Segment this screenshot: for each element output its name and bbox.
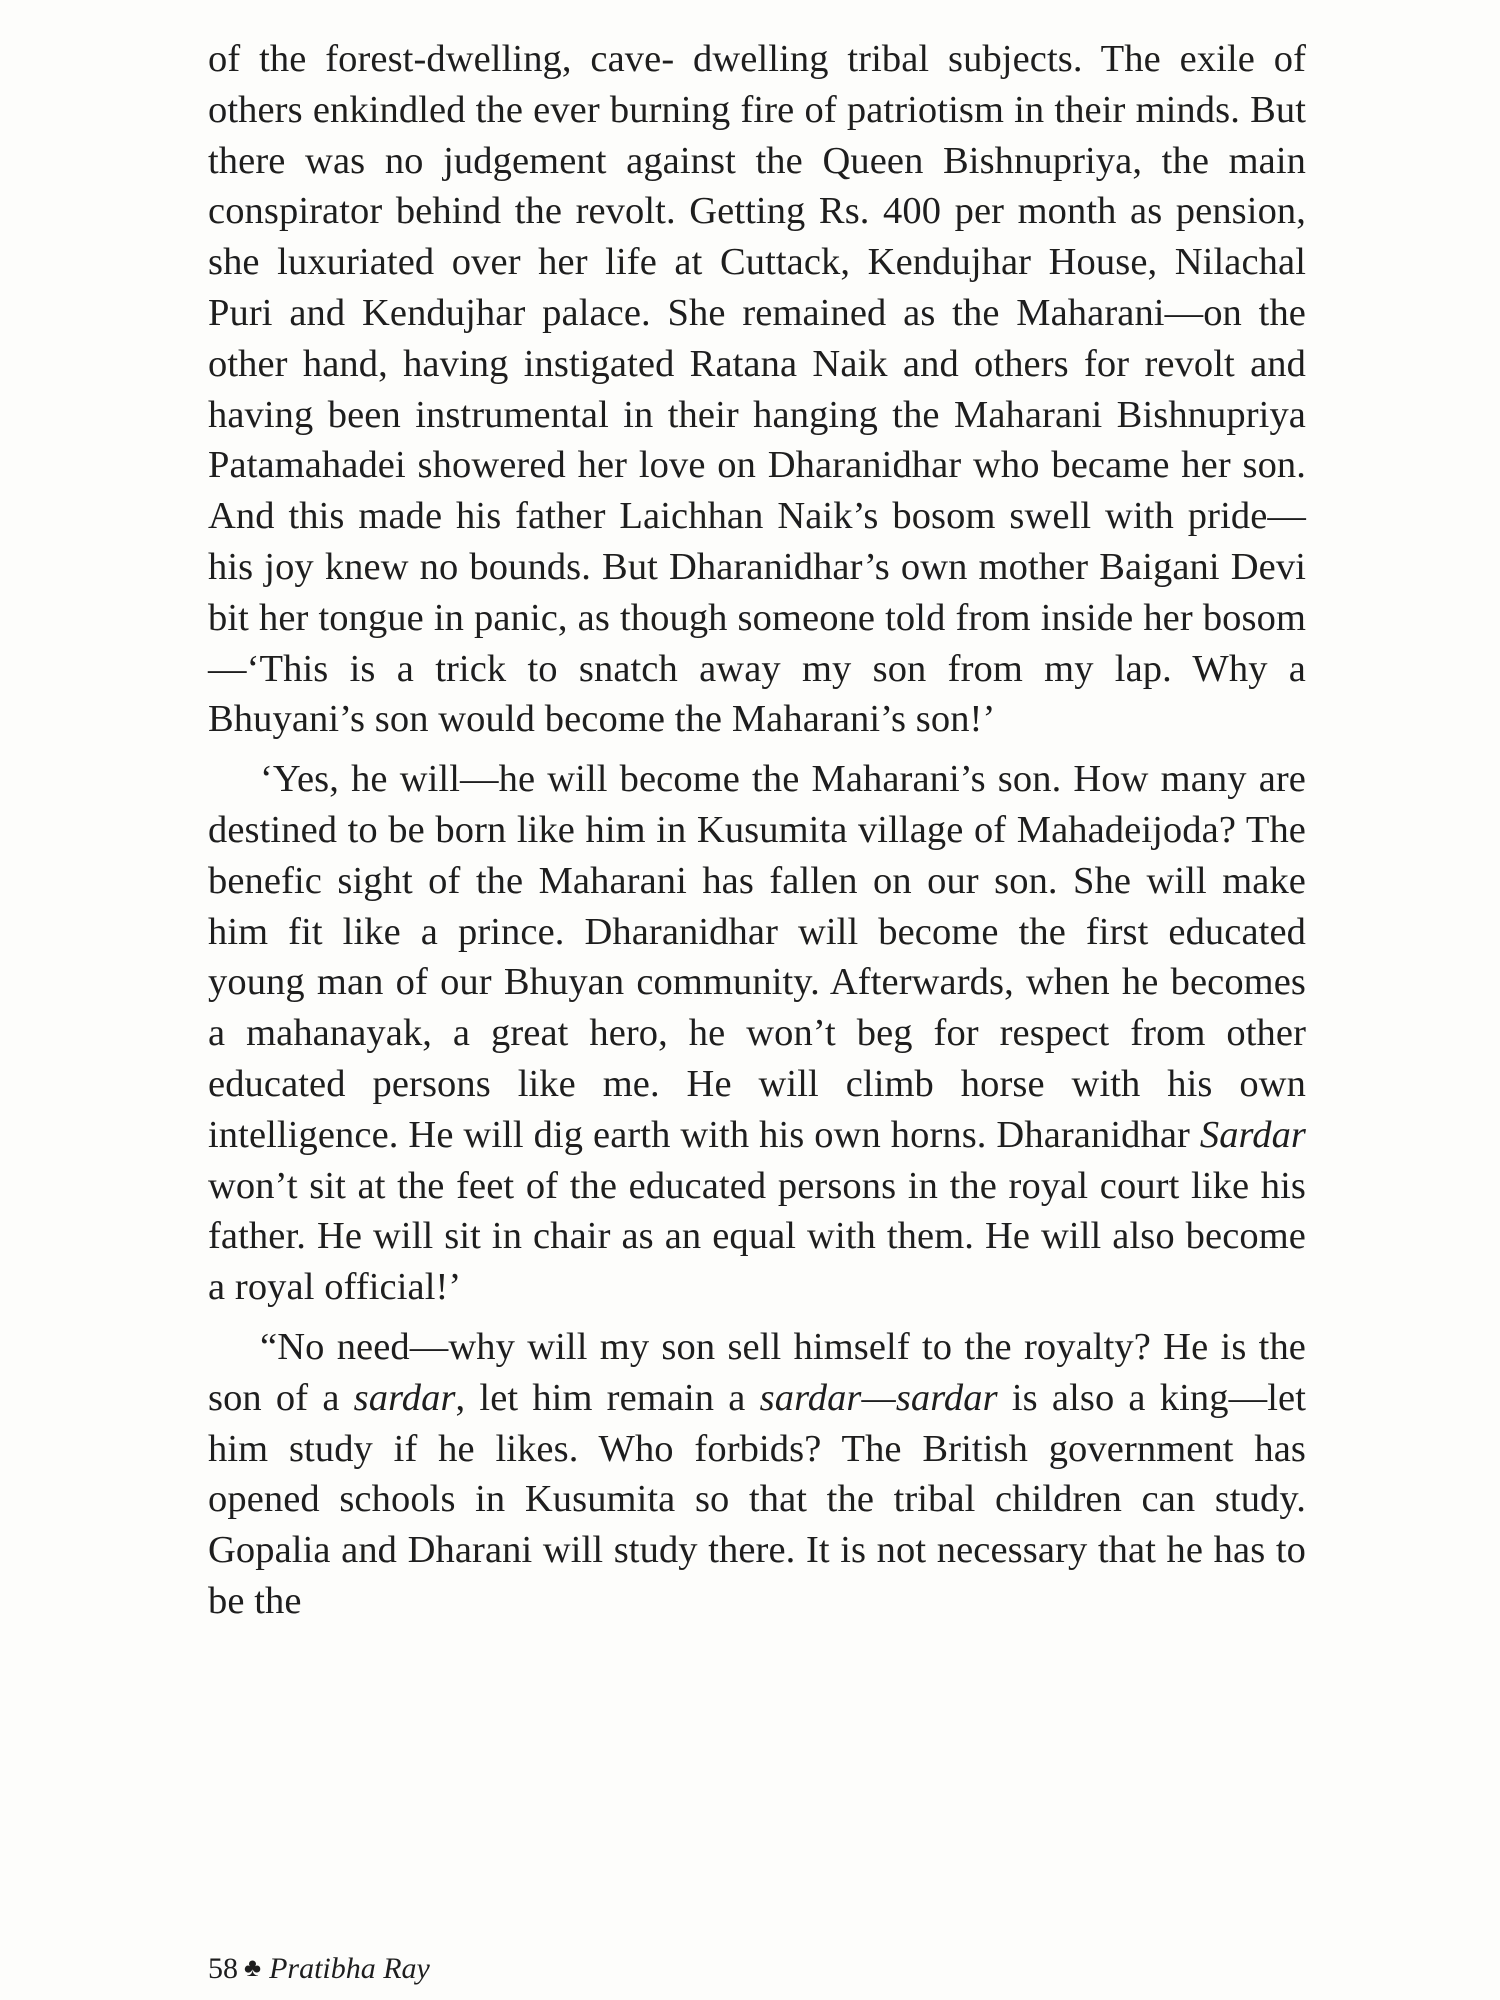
paragraph-2 xyxy=(208,754,1306,1313)
running-author: Pratibha Ray xyxy=(269,1952,430,1985)
page-number: 58 xyxy=(208,1952,238,1985)
body-text xyxy=(208,34,1306,1627)
fleuron-icon: ♣ xyxy=(244,1953,262,1982)
paragraph-3 xyxy=(208,1322,1306,1627)
text-segment: is also a king—let him study if he likes. Who forbids? The British government has opened schools in Kusumita so that the tribal children can study. Gopalia and Dharani will study there. It is not necessary that he has to be the xyxy=(208,1376,1306,1622)
text-segment: of the forest-dwelling, cave- dwelling tribal subjects. The exile of others enkindled the ever burning fire of patriotism in their minds. But there was no judgement against the Queen Bishnupriya, the main conspirator behind the revolt. Getting Rs. 400 per month as pension, she luxuriated over her life at Cuttack, Kendujhar House, Nilachal Puri and Kendujhar palace. She remained as the Maharani—on the other hand, having instigated Ratana Naik and others for revolt and having been instrumental in their hanging the Maharani Bishnupriya Patamahadei showered her love on Dharanidhar who became her son. And this made his father Laichhan Naik’s bosom swell with pride—his joy knew no bounds. But Dharanidhar’s own mother Baigani Devi bit her tongue in panic, as though someone told from inside her bosom—‘This is a trick to snatch away my son from my lap. Why a Bhuyani’s son would become the Maharani’s son!’ xyxy=(208,38,1306,741)
text-segment: , let him remain a xyxy=(455,1376,760,1419)
text-segment: ‘Yes, he will—he will become the Maharani’s son. How many are destined to be born like him in Kusumita village of Mahadeijoda? The benefic sight of the Maharani has fallen on our son. She will make him fit like a prince. Dharanidhar will become the first educated young man of our Bhuyan community. Afterwards, when he becomes a mahanayak, a great hero, he won’t beg for respect from other educated persons like me. He will climb horse with his own intelligence. He will dig earth with his own horns. Dharanidhar xyxy=(208,758,1306,1156)
italic-term: sardar—sardar xyxy=(759,1376,998,1419)
italic-term: sardar xyxy=(353,1376,456,1419)
text-segment: won’t sit at the feet of the educated persons in the royal court like his father. He will sit in chair as an equal with them. He will also become a royal official!’ xyxy=(208,1164,1306,1309)
text-segment: “No need—why will my son sell himself to the royalty? He is the son of a xyxy=(208,1325,1306,1419)
page-footer xyxy=(208,1950,430,1987)
paragraph-1 xyxy=(208,34,1306,745)
italic-term: Sardar xyxy=(1199,1113,1306,1156)
